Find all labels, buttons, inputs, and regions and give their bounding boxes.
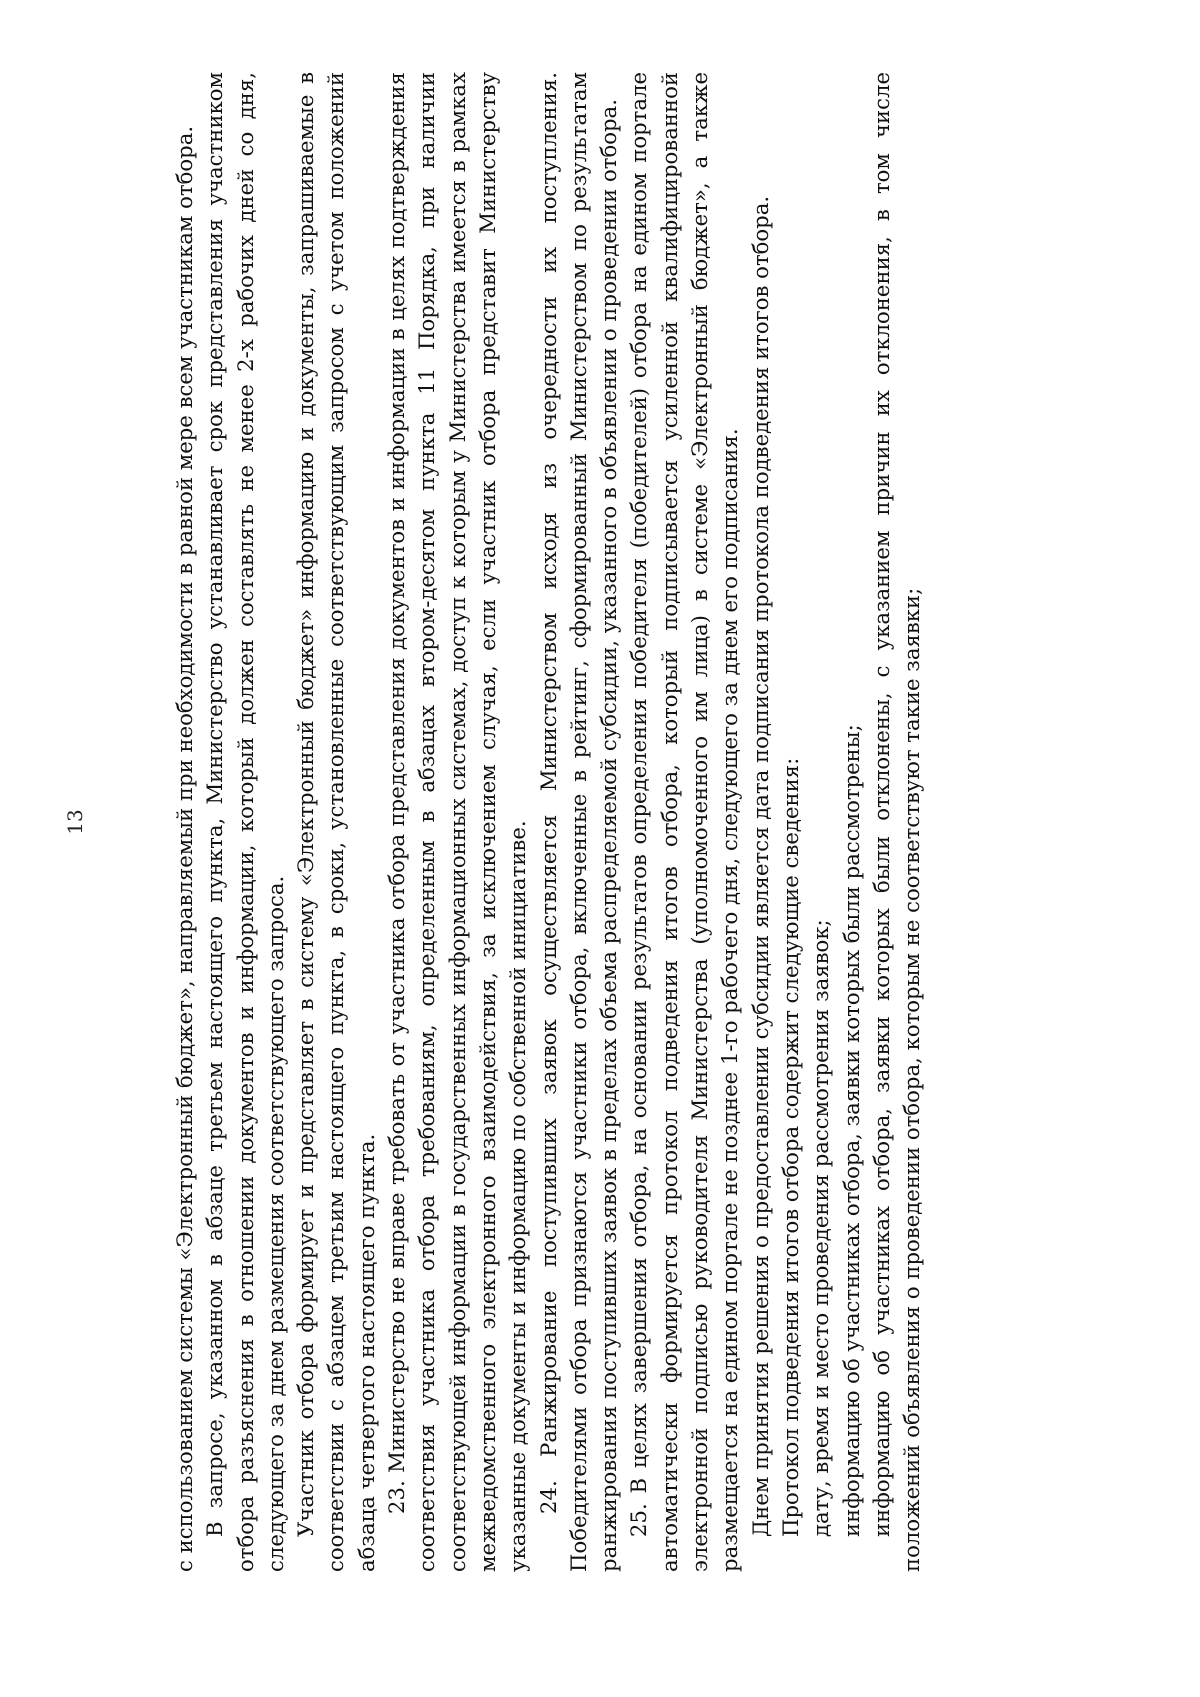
document-body <box>170 72 927 1572</box>
list-item-reviewed-participants: информацию об участниках отбора, заявки которых были рассмотрены; <box>838 724 864 1537</box>
paragraph-participant-submits: Участник отбора формирует и представляет в систему «Электронный бюджет» информацию и документы, запрашиваемые в соответствии с абзацем третьим настоящего пункта, в сроки, установленные соответствующим запросом с учетом положений абзаца четвертого настоящего пункта. <box>293 72 379 1572</box>
list-item-date-time-place: дату, время и место проведения рассмотрения заявок; <box>808 919 834 1537</box>
paragraph-24: 24. Ранжирование поступивших заявок осуществляется Министерством исходя из очередности их поступления. Победителями отбора признаются участники отбора, включенные в рейтинг, сформированный Министерством по результатам ранжирования поступивших заявок в пределах объема распределяемой субсидии, указанного в объявлении о проведении отбора. <box>535 72 622 1572</box>
paragraph-continuation: с использованием системы «Электронный бюджет», направляемый при необходимости в равной мере всем участникам отбора. <box>172 125 197 1572</box>
paragraph-request-deadline: В запросе, указанном в абзаце третьем настоящего пункта, Министерство устанавливает срок представления участником отбора разъяснения в отношении документов и информации, который должен составлять не менее 2-х рабочих дней со дня, следующего за днем размещения соответствующего запроса. <box>202 72 288 1572</box>
paragraph-25: 25. В целях завершения отбора, на основании результатов определения победителя (победителей) отбора на едином портале автоматически формируется протокол подведения итогов отбора, который подписывается усиленной квалифицированной электронной подписью руководителя Министерства (уполномоченного им лица) в системе «Электронный бюджет», а также размещается на едином портале не позднее 1-го рабочего дня, следующего за днем его подписания. <box>626 72 743 1572</box>
paragraph-decision-date: Днем принятия решения о предоставлении субсидии является дата подписания протокола подведения итогов отбора. <box>747 195 773 1537</box>
rotated-text-block <box>63 72 927 1572</box>
list-item-rejected-participants: информацию об участниках отбора, заявки которых были отклонены, с указанием причин их отклонения, в том числе положений объявления о проведении отбора, которым не соответствуют такие заявки; <box>868 72 925 1572</box>
page-number: 13 <box>63 809 87 835</box>
paragraph-protocol-contents: Протокол подведения итогов отбора содержит следующие сведения: <box>777 757 803 1537</box>
paragraph-23: 23. Министерство не вправе требовать от участника отбора представления документов и информации в целях подтверждения соответствия участника отбора требованиям, определенным в абзацах втором-десятом пункта 11 Порядка, при наличии соответствующей информации в государственных информационных системах, доступ к которым у Министерства имеется в рамках межведомственного электронного взаимодействия, за исключением случая, если участник отбора представит Министерству указанные документы и информацию по собственной инициативе. <box>384 72 531 1572</box>
